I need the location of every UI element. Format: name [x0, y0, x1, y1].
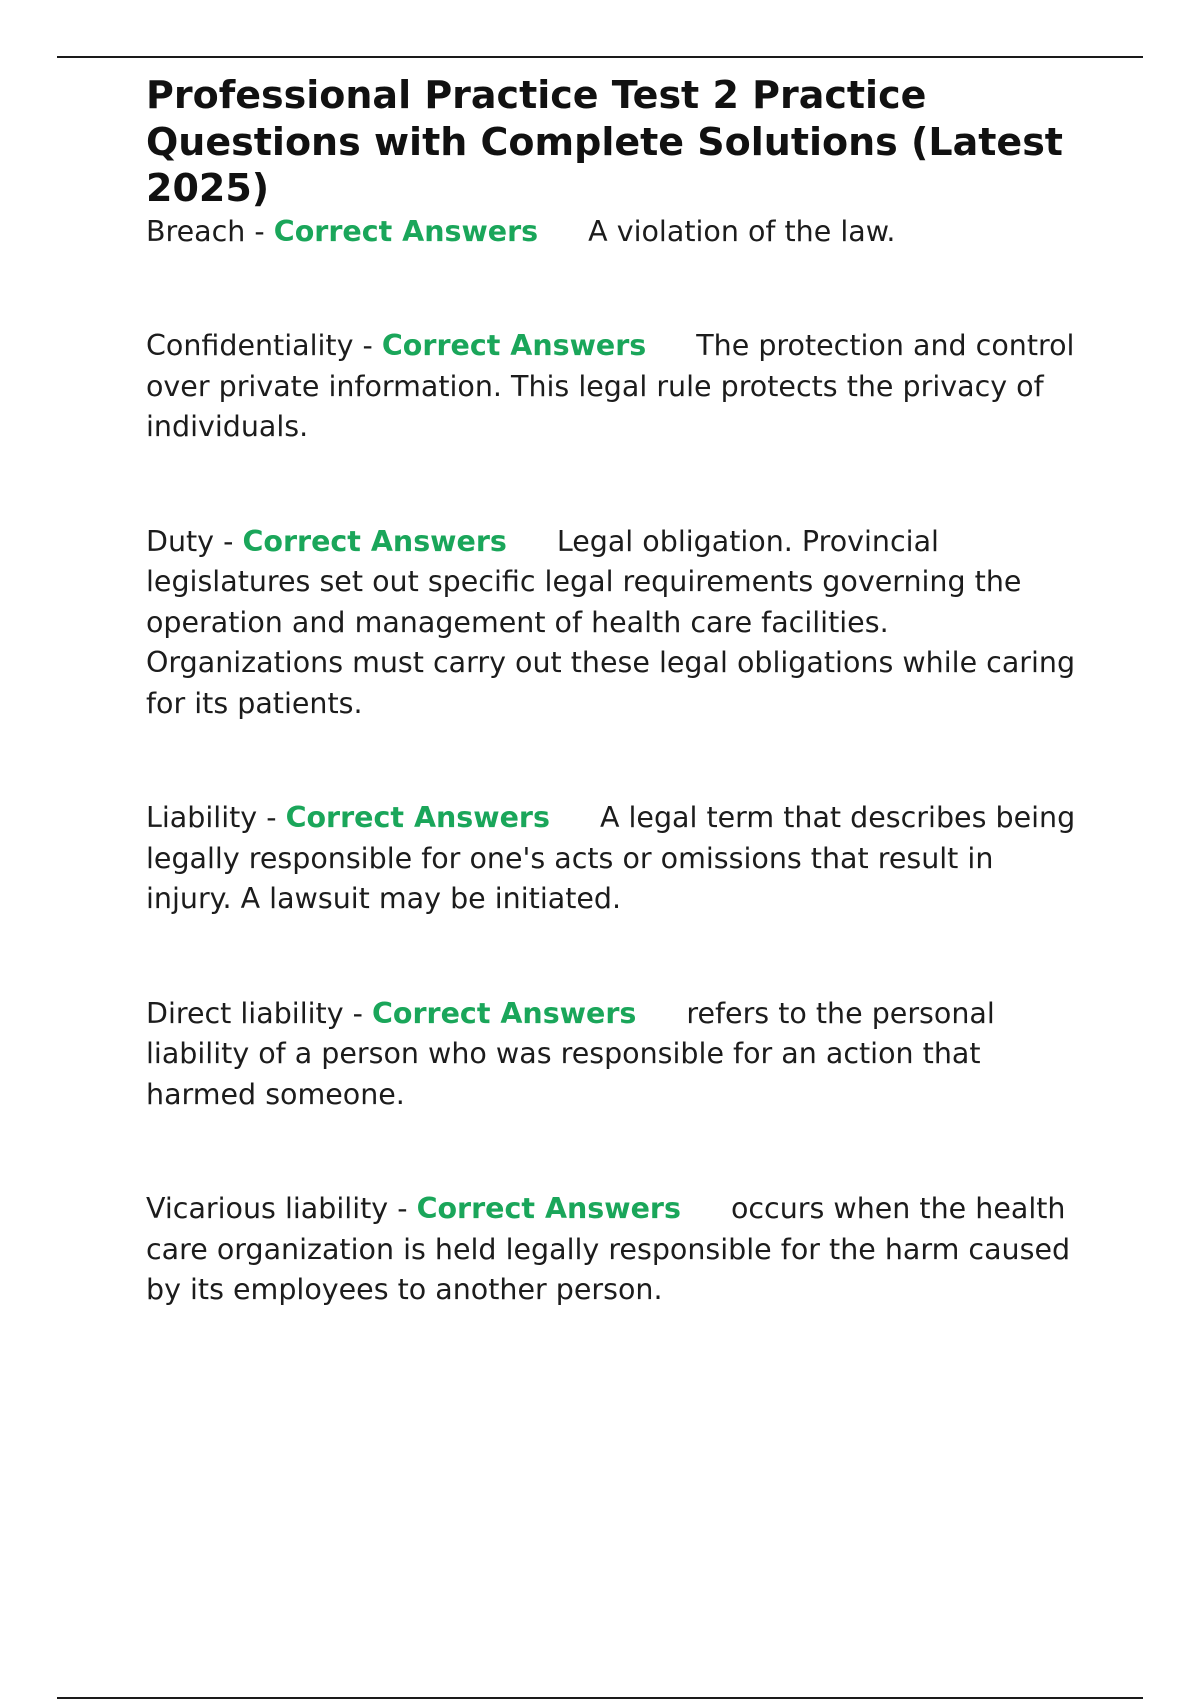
entry-confidentiality	[146, 326, 1086, 448]
correct-answers-label: Correct Answers	[285, 801, 550, 834]
entry-separator: -	[343, 996, 372, 1030]
document-body	[146, 72, 1086, 1311]
bottom-rule	[57, 1697, 1143, 1699]
entry-vicarious-liability	[146, 1189, 1086, 1311]
correct-answers-label: Correct Answers	[372, 996, 637, 1030]
entry-term: Breach	[146, 214, 246, 248]
entry-separator: -	[214, 524, 243, 558]
entry-breach	[146, 212, 1086, 253]
entry-separator: -	[388, 1192, 417, 1225]
entry-separator: -	[353, 329, 382, 362]
entry-definition: A violation of the law.	[588, 214, 896, 248]
entry-liability	[146, 798, 1086, 920]
entry-definition: Legal obligation. Provincial legislatures set out specific legal requirements governing the operation and management of health care facilities. Organizations must carry out these legal obligations while caring for its patients.	[146, 524, 1076, 720]
document-title: Professional Practice Test 2 Practice Questions with Complete Solutions (Latest 2025)	[146, 73, 1063, 210]
correct-answers-label: Correct Answers	[273, 214, 539, 248]
correct-answers-label: Correct Answers	[381, 329, 647, 362]
top-rule	[57, 56, 1143, 58]
entry-definition: The protection and control over private information. This legal rule protects the privacy of individuals.	[146, 329, 1075, 443]
entry-definition: A legal term that describes being legally responsible for one's acts or omissions that result in injury. A lawsuit may be initiated.	[146, 801, 1076, 915]
entry-separator: -	[245, 214, 274, 248]
correct-answers-label: Correct Answers	[416, 1192, 681, 1225]
correct-answers-label: Correct Answers	[242, 524, 507, 558]
entry-separator: -	[257, 801, 286, 834]
entry-definition: occurs when the health care organization is held legally responsible for the harm caused by its employees to another person.	[146, 1192, 1071, 1306]
entry-term: Confidentiality	[146, 329, 354, 362]
entry-term: Vicarious liability	[146, 1192, 389, 1225]
entry-term: Direct liability	[146, 996, 344, 1030]
entry-term: Liability	[146, 801, 258, 834]
entry-direct-liability	[146, 994, 1086, 1116]
entry-term: Duty	[146, 524, 215, 558]
entry-duty	[146, 522, 1086, 725]
entry-definition: refers to the personal liability of a person who was responsible for an action that harmed someone.	[146, 996, 995, 1111]
